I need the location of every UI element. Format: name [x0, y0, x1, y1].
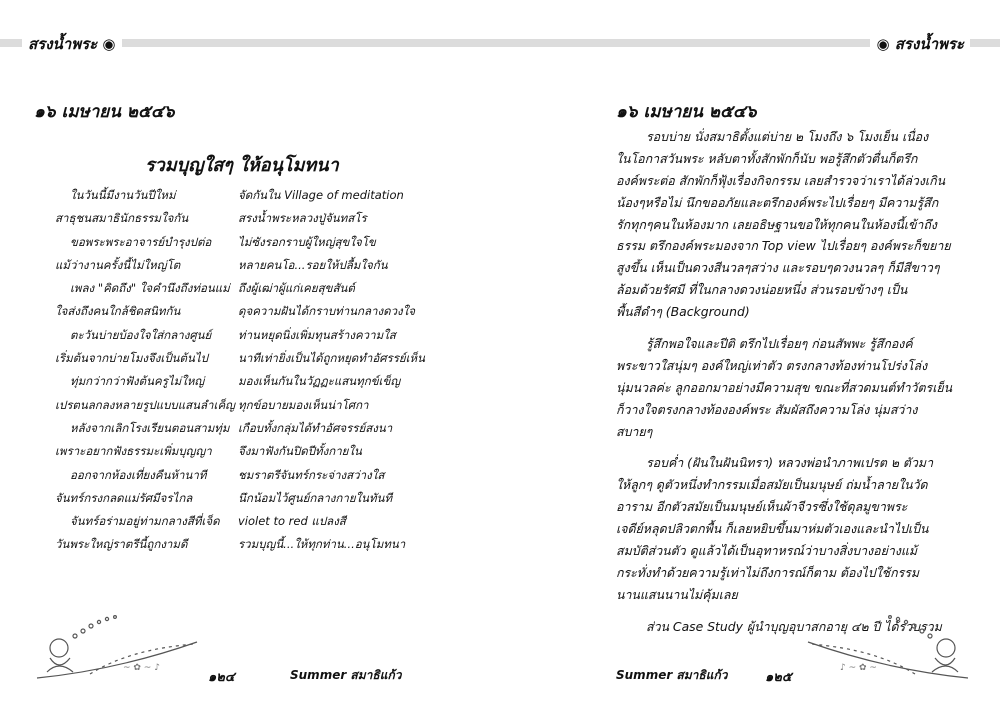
paragraph-line: รอบค่ำ (ฝันในฝันนิทรา) หลวงพ่อนำภาพเปรต ๒ ตัวมา [646, 455, 934, 471]
paragraph-line: สมบัติส่วนตัว ดูแล้วได้เป็นอุทาหรณ์ว่าบางสิ่งบางอย่างแม้ [616, 543, 918, 559]
paragraph-line: องค์พระต่อ สักพักก็ฟุ้งเรื่องกิจกรรม เลยสำรวจว่าเราได้ล่วงเกิน [616, 172, 946, 188]
poem-line: violet to red แปลงสี [238, 514, 346, 529]
poem-line: เพลง "คิดถึง" ใจคำนึงถึงท่อนแม่ [70, 281, 230, 296]
poem-line: ไม่ซังรอกราบผู้ใหญ่สุขใจโข [238, 234, 376, 249]
paragraph-line: นุ่มนวลค่ะ ลูกออกมาอย่างมีความสุข ขณะที่สวดมนต์ทำวัตรเย็น [616, 379, 953, 395]
poem-column-1 [55, 184, 240, 557]
poem-line: เกือบทั้งกลุ่มได้ทำอัศจรรย์สงนา [238, 420, 393, 435]
poem-line: ถึงผู้เฒ่าผู้แก่เคยสุขสันต์ [238, 281, 355, 296]
paragraph [616, 452, 961, 605]
svg-text:♪ ~ ✿ ~: ♪ ~ ✿ ~ [840, 663, 877, 673]
paragraph-line: นานแสนนานไม่คุ้มเลย [616, 586, 738, 602]
poem-line: จันทร์กรงกลดแม่รัศมีจรไกล [55, 490, 193, 505]
poem-line: หลังจากเลิกโรงเรียนตอนสามทุ่ม [70, 420, 230, 435]
left-page-date: ๑๖ เมษายน ๒๕๔๖ [34, 102, 175, 122]
cartoon-monk-illustration-right [805, 612, 970, 682]
poem-line: ชมราตรีจันทร์กระจ่างสว่างใส [238, 467, 385, 482]
left-page-number: ๑๒๔ [208, 670, 235, 685]
poem-line: จัดกันใน Village of meditation [238, 188, 404, 202]
paragraph-line: รู้สึกพอใจและปีติ ตรึกไปเรื่อยๆ ก่อนสัพพะ รู้สึกองค์ [646, 336, 913, 352]
paragraph-line: สูงขึ้น เห็นเป็นดวงสีนวลๆสว่าง และรอบๆดวงนวลๆ ก็มีสีขาวๆ [616, 260, 940, 276]
paragraph-line: รอบบ่าย นั่งสมาธิตั้งแต่บ่าย ๒ โมงถึง ๖ โมงเย็น เนื่อง [646, 129, 929, 144]
paragraph [616, 333, 961, 442]
paragraph-line: ให้ลูกๆ ดูตัวหนึ่งทำกรรมเมื่อสมัยเป็นมนุษย์ ถ่มน้ำลายในวัด [616, 477, 928, 493]
right-footer-title: Summer สมาธิแก้ว [616, 668, 728, 682]
paragraph-line: รักทุกๆคนในห้องมาก เลยอธิษฐานขอให้ทุกคนในห้องนี้เข้าถึง [616, 216, 937, 232]
poem-line: ท่านหยุดนิ่งเพิ่มทุนสร้างความใส [238, 327, 396, 342]
poem-line: สรงน้ำพระหลวงปู่จันทสโร [238, 211, 367, 226]
poem-line: ขอพระพระอาจารย์บำรุงปต่อ [70, 234, 212, 249]
running-header-left: สรงน้ำพระ ◉ [22, 32, 122, 56]
paragraph-line: กระทั่งทำด้วยความรู้เท่าไม่ถึงการณ์ก็ตาม ต้องไปใช้กรรม [616, 564, 920, 580]
paragraph-line: น้องๆหรือไม่ นึกขออภัยและตรึกองค์พระไปเรื่อยๆ มีความรู้สึก [616, 194, 939, 210]
poem-line: สาธุชนสมาธินักธรรมใจกัน [55, 211, 189, 226]
right-page-prose [616, 126, 961, 648]
paragraph [616, 126, 961, 323]
poem-title: รวมบุญใสๆ ให้อนุโมทนา [145, 155, 339, 176]
paragraph-line: ส่วน Case Study ผู้นำบุญอุบาสกอายุ ๔๒ ปี ได้รวบรวม [646, 618, 942, 634]
paragraph-line: อาราม อีกตัวสมัยเป็นมนุษย์เห็นผ้าจีวรซึ่งใช้ดุลมูขาพระ [616, 499, 908, 515]
paragraph-line: ธรรม ตรึกองค์พระมองจาก Top view ไปเรื่อยๆ องค์พระก็ขยาย [616, 238, 951, 254]
poem-line: ในวันนี้มีงานวันปีใหม่ [70, 188, 176, 202]
paragraph-line: ในโอกาสวันพระ หลับตาทั้งสักพักก็นับ พอรู้สึกตัวตื่นก็ตรึก [616, 150, 918, 166]
poem-line: มองเห็นกันในวัฏฏะแสนทุกข์เข็ญ [238, 374, 401, 389]
poem-line: ตะวันบ่ายบ้องใจใส่กลางศูนย์ [70, 327, 212, 342]
poem-line: นาทีเท่ายิ่งเป็นได้ถูกหยุดทำอัศรรย์เห็น [238, 351, 425, 366]
poem-line: ออกจากห้องเที่ยงคืนห้านาที [70, 467, 207, 482]
poem-line: หลายคนโอ...รอยให้ปลื้มใจกัน [238, 257, 388, 272]
poem-line: เพราะอยากฟังธรรมะเพิ่มบุญญา [55, 444, 212, 459]
poem-line: เปรตนลกลงหลายรูปแบบแสนลำเค็ญ [55, 397, 235, 412]
left-footer-title: Summer สมาธิแก้ว [290, 668, 402, 682]
paragraph-line: ก็วางใจตรงกลางท้ององค์พระ สัมผัสถึงความโล่ง นุ่มสว่าง [616, 401, 918, 417]
paragraph-line: ล้อมด้วยรัศมี ที่ในกลางดวงน่อยหนึ่ง ส่วนรอบข้างๆ เป็น [616, 282, 908, 298]
poem-line: รวมบุญนี้...ให้ทุกท่าน...อนุโมทนา [238, 537, 406, 552]
poem-line: จันทร์อร่ามอยู่ท่ามกลางสีที่เจ็ด [70, 514, 220, 529]
paragraph-line: เจดีย์หลุดปลิวตกพื้น ก็เลยหยิบขึ้นมาห่มตัวเองและนำไปเป็น [616, 521, 929, 537]
cartoon-monk-illustration-left [35, 612, 200, 682]
poem-line: เริ่มต้นจากบ่ายโมงจึงเป็นต้นไป [55, 351, 208, 366]
paragraph-line: พระขาวใสนุ่มๆ องค์ใหญ่เท่าตัว ตรงกลางท้องท่านโปร่งโล่ง [616, 357, 928, 373]
poem-column-2 [238, 184, 438, 557]
right-page-date: ๑๖ เมษายน ๒๕๔๖ [616, 102, 757, 122]
poem-line: ใจส่งถึงคนใกล้ชิดสนิทกัน [55, 304, 181, 319]
right-page-number: ๑๒๕ [765, 670, 792, 685]
poem-line: ทุกข์อบายมองเห็นน่าโศกา [238, 397, 369, 412]
running-header-right: ◉ สรงน้ำพระ [870, 32, 970, 56]
svg-text:~ ✿ ~ ♪: ~ ✿ ~ ♪ [123, 663, 160, 673]
poem-line: ทุ่มกว่ากว่าฟังต้นครูไม่ใหญ่ [70, 374, 205, 389]
poem-line: แม้ว่างานครั้งนี้ไม่ใหญ่โต [55, 257, 181, 272]
paragraph-line: สบายๆ [616, 423, 653, 439]
poem-line: นึกน้อมไว้ศูนย์กลางกายในทันที [238, 490, 393, 505]
poem-line: ดุจความฝันได้กราบท่านกลางดวงใจ [238, 304, 416, 319]
poem-line: จึงมาฟังกันปิดปีทั้งกายใน [238, 444, 362, 459]
poem-line: วันพระใหญ่ราตรีนี้ถูกงามดี [55, 537, 188, 552]
paragraph-line: พื้นสีดำๆ (Background) [616, 304, 750, 320]
